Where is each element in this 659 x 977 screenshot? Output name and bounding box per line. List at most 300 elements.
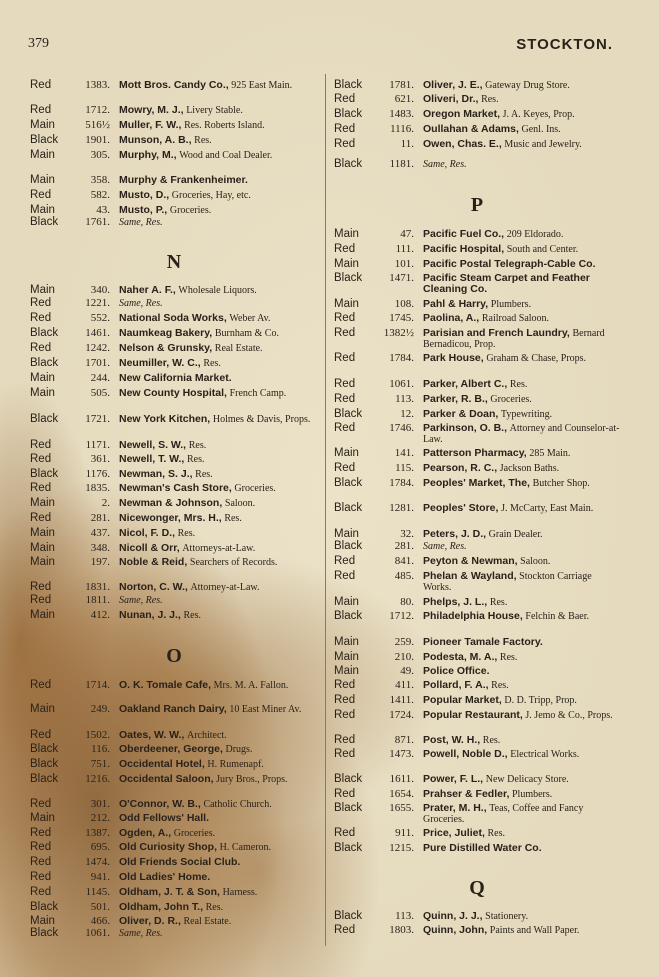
- exchange-name: Main: [334, 596, 359, 608]
- listing-row: [334, 270, 620, 296]
- listing-description: Same, Res.: [119, 217, 163, 228]
- listing-name: Pacific Hospital,: [423, 243, 505, 255]
- right-column: [334, 77, 620, 946]
- exchange-name: Black: [334, 910, 363, 922]
- listing-row: [334, 526, 620, 538]
- exchange-name: Black: [334, 540, 363, 552]
- listing-description: J. McCarty, East Main.: [501, 503, 594, 514]
- exchange-name: Red: [334, 827, 356, 839]
- exchange-name: Main: [30, 527, 55, 539]
- listing-name: Oullahan & Adams,: [423, 123, 519, 135]
- listing-row: [334, 732, 620, 746]
- exchange-name: Red: [334, 694, 356, 706]
- listing-row: [30, 385, 318, 411]
- listing-name: Patterson Pharmacy,: [423, 447, 527, 459]
- listing-text: [423, 448, 620, 459]
- listing-description: Attorneys-at-Law.: [182, 543, 256, 554]
- listing-name: New California Market.: [119, 372, 232, 384]
- listing-name: Quinn, John,: [423, 924, 488, 936]
- listing-name: Peoples' Store,: [423, 502, 499, 514]
- exchange-name: Black: [334, 79, 363, 91]
- listing-row: [30, 810, 318, 825]
- phone-number: 1712.: [389, 610, 414, 622]
- listing-row: [30, 187, 318, 202]
- exchange-name: Main: [30, 703, 55, 715]
- listing-row: [334, 445, 620, 460]
- listing-description: Livery Stable.: [186, 105, 243, 116]
- listing-description: Groceries.: [234, 483, 276, 494]
- listing-description: 209 Eldorado.: [506, 229, 564, 240]
- listing-row: [30, 701, 318, 727]
- listing-row: [30, 727, 318, 741]
- exchange-name: Red: [334, 788, 356, 800]
- listing-description: Same, Res.: [119, 298, 163, 309]
- phone-number: 32.: [400, 528, 414, 540]
- listing-name: Philadelphia House,: [423, 610, 523, 622]
- listing-text: [119, 730, 318, 741]
- listing-text: [423, 394, 620, 405]
- listing-name: Mowry, M. J.,: [119, 104, 184, 116]
- exchange-name: Red: [334, 462, 356, 474]
- listing-description: Groceries.: [169, 205, 212, 216]
- listing-name: Parisian and French Laundry,: [423, 327, 570, 339]
- phone-number: 1502.: [85, 729, 110, 741]
- listing-name: Newman, S. J.,: [119, 468, 193, 480]
- exchange-name: Red: [30, 312, 52, 324]
- phone-number: 1471.: [389, 272, 414, 284]
- section-letter-p: P: [470, 194, 484, 216]
- exchange-name: Red: [334, 679, 356, 691]
- exchange-name: Red: [334, 393, 356, 405]
- listing-description: Res.: [499, 652, 518, 663]
- listing-name: Oliver, D. R.,: [119, 915, 181, 927]
- listing-row: [334, 91, 620, 106]
- phone-number: 340.: [90, 284, 110, 296]
- left-column: [30, 77, 318, 939]
- listing-text: [119, 744, 318, 755]
- listing-text: [119, 799, 318, 810]
- listing-row: [30, 579, 318, 592]
- listing-name: Newman & Johnson,: [119, 497, 223, 509]
- exchange-name: Red: [30, 453, 52, 465]
- exchange-name: Main: [334, 258, 359, 270]
- phone-number: 259.: [394, 636, 414, 648]
- listing-row: [334, 136, 620, 156]
- listing-description: Music and Jewelry.: [504, 139, 582, 150]
- exchange-name: Main: [30, 497, 55, 509]
- listing-row: [334, 156, 620, 184]
- listing-row: [30, 677, 318, 701]
- exchange-name: Black: [334, 408, 363, 420]
- exchange-name: Black: [30, 743, 59, 755]
- section-letter-n: N: [166, 251, 182, 273]
- listing-text: [119, 498, 318, 509]
- exchange-name: Red: [334, 138, 356, 150]
- listing-name: Norton, C. W.,: [119, 581, 188, 593]
- listing-row: [334, 608, 620, 634]
- listing-name: Pure Distilled Water Co.: [423, 842, 542, 854]
- listing-name: Pacific Fuel Co.,: [423, 228, 505, 240]
- listing-name: Musto, D.,: [119, 189, 170, 201]
- listing-name: Phelps, J. L.,: [423, 596, 488, 608]
- listing-name: Podesta, M. A.,: [423, 651, 498, 663]
- exchange-name: Main: [30, 387, 55, 399]
- phone-number: 1221.: [85, 297, 110, 309]
- phone-number: 1811.: [85, 594, 110, 606]
- phone-number: 49.: [400, 665, 414, 677]
- listing-description: Plumbers.: [512, 789, 553, 800]
- exchange-name: Black: [334, 842, 363, 854]
- listing-description: Architect.: [186, 730, 227, 741]
- exchange-name: Red: [30, 798, 52, 810]
- exchange-name: Red: [30, 729, 52, 741]
- listing-description: Drugs.: [225, 744, 253, 755]
- listing-row: [30, 370, 318, 385]
- exchange-name: Main: [334, 651, 359, 663]
- listing-name: Post, W. H.,: [423, 734, 481, 746]
- listing-description: Burnham & Co.: [214, 328, 279, 339]
- listing-row: [30, 310, 318, 325]
- phone-number: 1654.: [389, 788, 414, 800]
- listing-description: J. A. Keyes, Prop.: [502, 109, 575, 120]
- listing-name: Prater, M. H.,: [423, 802, 487, 814]
- exchange-name: Black: [30, 413, 59, 425]
- phone-number: 1061.: [389, 378, 414, 390]
- listing-description: Res.: [224, 513, 242, 524]
- listing-row: [30, 825, 318, 839]
- listing-row: [334, 649, 620, 663]
- exchange-name: Red: [30, 856, 52, 868]
- listing-name: Nicol, F. D.,: [119, 527, 176, 539]
- phone-number: 941.: [90, 871, 110, 883]
- listing-row: [334, 746, 620, 771]
- listing-row: [30, 495, 318, 510]
- listing-name: Nicewonger, Mrs. H.,: [119, 512, 222, 524]
- listing-name: Nicoll & Orr,: [119, 542, 180, 554]
- listing-name: Pacific Steam Carpet and Feather Cleaning Co.: [423, 272, 590, 295]
- listing-text: [423, 299, 620, 310]
- listing-row: [30, 854, 318, 869]
- listing-description: 285 Main.: [529, 448, 571, 459]
- listing-name: Peyton & Newman,: [423, 555, 518, 567]
- exchange-name: Red: [30, 841, 52, 853]
- listing-description: Same, Res.: [119, 595, 163, 606]
- listing-row: [334, 460, 620, 475]
- phone-number: 911.: [395, 827, 414, 839]
- phone-number: 111.: [395, 243, 414, 255]
- listing-description: Res.: [186, 454, 205, 465]
- phone-number: 210.: [394, 651, 414, 663]
- phone-number: 1242.: [85, 342, 110, 354]
- listing-name: Old Curiosity Shop,: [119, 841, 218, 853]
- listing-text: [119, 872, 318, 883]
- listing-row: [334, 420, 620, 445]
- phone-number: 1461.: [85, 327, 110, 339]
- listing-name: Murphy, M.,: [119, 149, 177, 161]
- listing-row: [334, 594, 620, 608]
- section-letter-q: Q: [469, 877, 485, 899]
- listing-name: Oregon Market,: [423, 108, 501, 120]
- phone-number: 249.: [90, 703, 110, 715]
- listing-text: [423, 652, 620, 663]
- exchange-name: Main: [30, 915, 55, 927]
- exchange-name: Red: [334, 123, 356, 135]
- listing-description: H. Rumenapf.: [207, 759, 264, 770]
- listing-text: [423, 503, 620, 514]
- listing-text: [119, 343, 318, 354]
- listing-text: [119, 175, 318, 186]
- listing-text: [119, 414, 318, 425]
- phone-number: 1473.: [389, 748, 414, 760]
- listing-text: [119, 595, 318, 606]
- listing-description: Attorney-at-Law.: [190, 582, 260, 593]
- exchange-name: Red: [334, 555, 356, 567]
- listing-description: Jury Bros., Props.: [216, 774, 288, 785]
- listing-text: [119, 857, 318, 868]
- listing-description: Real Estate.: [183, 916, 232, 927]
- listing-text: [119, 373, 318, 384]
- listing-row: [30, 355, 318, 370]
- listing-name: Oldham, John T.,: [119, 901, 204, 913]
- listing-text: [119, 150, 318, 161]
- listing-row: [30, 869, 318, 884]
- listing-name: Popular Market,: [423, 694, 502, 706]
- listing-row: [334, 226, 620, 241]
- phone-number: 301.: [90, 798, 110, 810]
- listing-description: Res.: [177, 528, 196, 539]
- listing-row: [334, 677, 620, 692]
- listing-row: [334, 350, 620, 376]
- phone-number: 582.: [90, 189, 110, 201]
- listing-row: [30, 884, 318, 899]
- listing-row: [334, 77, 620, 91]
- listing-description: Graham & Chase, Props.: [486, 353, 587, 364]
- phone-number: 1116.: [390, 123, 414, 135]
- listing-description: Plumbers.: [490, 299, 532, 310]
- listing-name: New County Hospital,: [119, 387, 227, 399]
- listing-text: [423, 273, 620, 295]
- phone-number: 552.: [90, 312, 110, 324]
- listing-name: Ogden, A.,: [119, 827, 172, 839]
- phone-number: 1181.: [389, 158, 414, 170]
- listing-name: Power, F. L.,: [423, 773, 484, 785]
- listing-row: [334, 106, 620, 121]
- listing-row: [334, 825, 620, 840]
- listing-row: [30, 540, 318, 554]
- listing-text: [119, 557, 318, 568]
- listing-row: [334, 663, 620, 677]
- listing-name: Peters, J. D.,: [423, 528, 487, 540]
- listing-name: Popular Restaurant,: [423, 709, 523, 721]
- listing-name: Pearson, R. C.,: [423, 462, 498, 474]
- exchange-name: Red: [30, 439, 52, 451]
- listing-row: [334, 922, 620, 946]
- phone-number: 80.: [400, 596, 414, 608]
- listing-text: [423, 911, 620, 922]
- listing-text: [119, 842, 318, 853]
- listing-description: South and Center.: [506, 244, 579, 255]
- listing-name: Oliver, J. E.,: [423, 79, 483, 91]
- listing-row: [30, 592, 318, 607]
- exchange-name: Black: [334, 158, 363, 170]
- exchange-name: Red: [334, 327, 356, 339]
- listing-text: [119, 680, 318, 691]
- listing-name: Murphy & Frankenheimer.: [119, 174, 248, 186]
- listing-name: Owen, Chas. E.,: [423, 138, 502, 150]
- exchange-name: Main: [30, 284, 55, 296]
- exchange-name: Red: [30, 342, 52, 354]
- exchange-name: Red: [30, 79, 52, 91]
- listing-text: [119, 135, 318, 146]
- listing-name: Oakland Ranch Dairy,: [119, 703, 227, 715]
- listing-text: [423, 925, 620, 936]
- phone-number: 1382½: [383, 327, 414, 339]
- listing-name: Nunan, J. J.,: [119, 609, 181, 621]
- phone-number: 1171.: [85, 439, 110, 451]
- listing-text: [423, 244, 620, 255]
- phone-number: 43.: [96, 204, 110, 216]
- listing-text: [423, 463, 620, 474]
- listing-name: Oates, W. W.,: [119, 729, 185, 741]
- listing-text: [423, 789, 620, 800]
- listing-name: Park House,: [423, 352, 484, 364]
- phone-number: 505.: [90, 387, 110, 399]
- phone-number: 751.: [90, 758, 110, 770]
- listing-text: [423, 159, 620, 170]
- phone-number: 212.: [90, 812, 110, 824]
- listing-name: Pioneer Tamale Factory.: [423, 636, 543, 648]
- exchange-name: Red: [334, 734, 356, 746]
- listing-description: Butcher Shop.: [532, 478, 590, 489]
- phone-number: 1745.: [389, 312, 414, 324]
- listing-description: Paints and Wall Paper.: [489, 925, 580, 936]
- exchange-name: Main: [30, 119, 55, 131]
- listing-row: [30, 282, 318, 295]
- listing-text: [119, 528, 318, 539]
- listing-text: [119, 328, 318, 339]
- listing-text: [119, 513, 318, 524]
- exchange-name: Red: [334, 93, 356, 105]
- phone-number: 348.: [90, 542, 110, 554]
- phone-number: 1835.: [85, 482, 110, 494]
- listing-name: Paolina, A.,: [423, 312, 480, 324]
- phone-number: 1784.: [389, 352, 414, 364]
- exchange-name: Black: [30, 468, 59, 480]
- phone-number: 113.: [395, 910, 414, 922]
- listing-name: Price, Juliet,: [423, 827, 485, 839]
- listing-text: [119, 313, 318, 324]
- listing-row: [30, 756, 318, 771]
- listing-description: Res.: [487, 828, 505, 839]
- listing-name: Oberdeener, George,: [119, 743, 223, 755]
- listing-text: [423, 680, 620, 691]
- listing-row: [334, 786, 620, 800]
- exchange-name: Red: [334, 378, 356, 390]
- listing-name: Occidental Hotel,: [119, 758, 205, 770]
- listing-description: Saloon.: [520, 556, 551, 567]
- listing-description: Same, Res.: [119, 928, 163, 939]
- listing-text: [423, 139, 620, 150]
- exchange-name: Red: [30, 104, 52, 116]
- listing-text: [423, 259, 620, 270]
- listing-description: 925 East Main.: [231, 80, 293, 91]
- phone-number: 11.: [400, 138, 414, 150]
- listing-text: [119, 358, 318, 369]
- listing-description: Jackson Baths.: [499, 463, 560, 474]
- listing-text: [119, 217, 318, 228]
- exchange-name: Black: [334, 802, 363, 814]
- listing-text: [119, 469, 318, 480]
- listing-name: Powell, Noble D.,: [423, 748, 508, 760]
- listing-text: [423, 94, 620, 105]
- phone-number: 116.: [91, 743, 110, 755]
- exchange-name: Red: [334, 709, 356, 721]
- phone-number: 1474.: [85, 856, 110, 868]
- listing-row: [30, 451, 318, 466]
- listing-description: Harness.: [222, 887, 258, 898]
- phone-number: 516½: [85, 119, 110, 131]
- listing-name: Prahser & Fedler,: [423, 788, 510, 800]
- listing-row: [334, 771, 620, 786]
- listing-description: Groceries.: [173, 828, 216, 839]
- phone-number: 501.: [90, 901, 110, 913]
- listing-row: [30, 172, 318, 187]
- listing-row: [30, 466, 318, 480]
- listing-name: Oldham, J. T. & Son,: [119, 886, 220, 898]
- listing-row: [30, 525, 318, 540]
- listing-text: [423, 328, 620, 350]
- page-header: [0, 36, 659, 58]
- phone-number: 1901.: [85, 134, 110, 146]
- listing-description: Res.: [491, 680, 509, 691]
- listing-name: New York Kitchen,: [119, 413, 211, 425]
- listing-row: [334, 475, 620, 500]
- listing-text: [423, 803, 620, 825]
- listing-text: [423, 124, 620, 135]
- phone-number: 437.: [90, 527, 110, 539]
- listing-row: [30, 899, 318, 913]
- listing-description: Res.: [205, 902, 224, 913]
- listing-text: [119, 120, 318, 131]
- phone-number: 1215.: [389, 842, 414, 854]
- phone-number: 1387.: [85, 827, 110, 839]
- exchange-name: Black: [334, 477, 363, 489]
- exchange-name: Black: [30, 927, 59, 939]
- exchange-name: Black: [334, 108, 363, 120]
- phone-number: 1781.: [389, 79, 414, 91]
- listing-row: [30, 554, 318, 579]
- exchange-name: Main: [334, 298, 359, 310]
- exchange-name: Main: [30, 372, 55, 384]
- listing-text: [423, 774, 620, 785]
- listing-name: Odd Fellows' Hall.: [119, 812, 210, 824]
- listing-row: [30, 147, 318, 172]
- listing-text: [423, 541, 620, 552]
- phone-number: 281.: [394, 540, 414, 552]
- listing-row: [30, 132, 318, 147]
- listing-text: [119, 928, 318, 939]
- exchange-name: Main: [334, 665, 359, 677]
- listing-text: [423, 666, 620, 677]
- phone-number: 1061.: [85, 927, 110, 939]
- listing-description: Res.: [481, 94, 499, 105]
- phone-number: 1145.: [85, 886, 110, 898]
- listing-description: Stationery.: [485, 911, 529, 922]
- phone-number: 1611.: [389, 773, 414, 785]
- listing-description: H. Cameron.: [219, 842, 272, 853]
- listing-text: [423, 409, 620, 420]
- listing-name: Naher A. F.,: [119, 284, 176, 296]
